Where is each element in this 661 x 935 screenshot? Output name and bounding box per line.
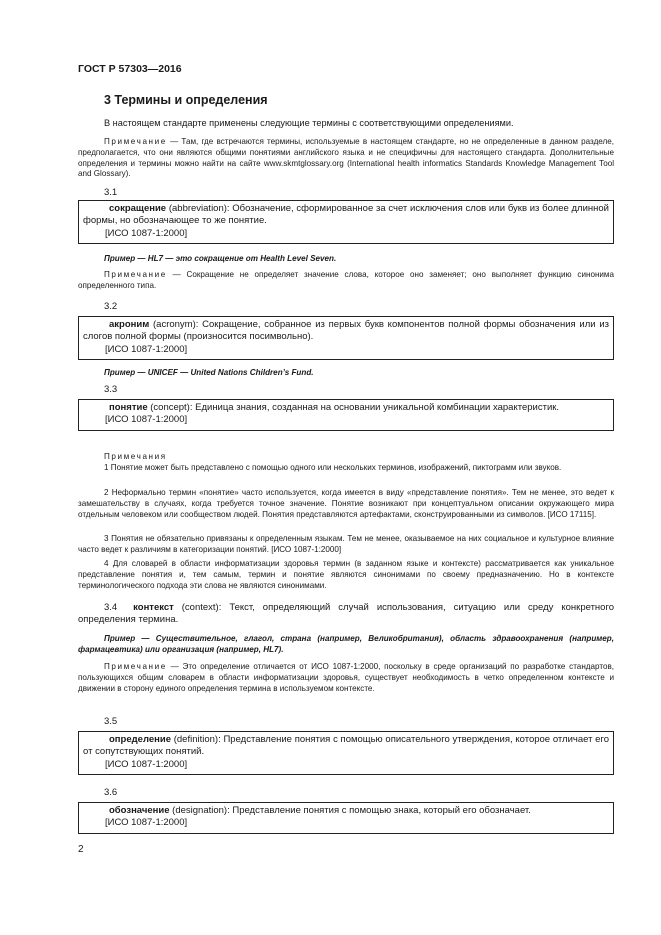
page-number: 2 [78, 844, 84, 855]
term-note [78, 270, 614, 292]
note-label: Примечание [104, 662, 167, 671]
term-definition [83, 805, 609, 817]
term-source: [ИСО 1087-1:2000] [105, 817, 188, 829]
term-name: понятие [109, 402, 148, 413]
note-item: 4 Для словарей в области информатизации здоровья термин (в заданном языке и контексте) рассматривается как уникальное представление понятия и, тем самым, термин и понятие являются синонимами по своему предназначению. Но в контексте терминологического подхода эти слова не являются синонимами. [78, 559, 614, 590]
term-text: (acronym): Сокращение, собранное из первых букв компонентов полной формы обозначения или из слогов полной формы (произносится посимвольно). [83, 319, 609, 343]
term-name: обозначение [109, 805, 170, 816]
note-item: 2 Неформально термин «понятие» часто используется, когда имеется в виду «представление понятия». Тем не менее, это ведет к замешательству в случаях, когда требуется точное значение. Понятие возникают при концептуальном описании окружающего мира отдельным человеком или сообществом людей. Понятия представляются артефактами, сконструированными из символов. [ИСО 17115]. [78, 488, 614, 519]
term-text: (definition): Представление понятия с помощью описательного утверждения, которое отличает его от сопутствующих понятий. [83, 734, 609, 758]
term-name: определение [109, 734, 171, 745]
term-text: (concept): Единица знания, созданная на основании уникальной комбинации характеристик. [147, 402, 560, 413]
intro-paragraph: В настоящем стандарте применены следующие термины с соответствующими определениями. [104, 118, 514, 128]
term-name: сокращение [109, 203, 167, 214]
term-number: 3.4 [104, 602, 118, 613]
term-name: акроним [109, 319, 150, 330]
term-box-acronym [78, 316, 614, 360]
notes-label: Примечания [104, 452, 167, 461]
section-note [78, 137, 614, 180]
term-definition [83, 402, 609, 414]
term-box-designation [78, 802, 614, 834]
term-box-abbreviation [78, 200, 614, 244]
term-number: 3.6 [104, 787, 118, 798]
term-source: [ИСО 1087-1:2000] [105, 343, 188, 355]
note-item: 3 Понятия не обязательно привязаны к определенным языкам. Тем не менее, оказываемое на них социальное и культурное влияние часто ведет к различиям в категоризации понятий. [ИСО 1087-1:2000] [78, 534, 614, 554]
note-text: — Сокращение не определяет значение слова, которое оно заменяет; оно выполняет функцию синонима определенного типа. [78, 270, 614, 290]
example-text: Пример — Существительное, глагол, страна (например, Великобритания), область здравоохранения (например, фармацевтика) или организация (например, HL7). [78, 634, 614, 654]
note-item: 1 Понятие может быть представлено с помощью одного или нескольких терминов, изображений, пиктограмм или звуков. [104, 463, 562, 472]
note-label: Примечание [104, 137, 167, 146]
term-definition [83, 203, 609, 228]
note-text: — Там, где встречаются термины, используемые в настоящем стандарте, но не определенные в данном разделе, предполагается, что они являются общими понятиями английского языка и не специфичны для настоящего стандарта. Дополнительные определения и термины можно найти на сайте www.skmtglossary.org (International health informatics Standards Knowledge Management Tool and Glossary). [78, 137, 614, 179]
note-label: Примечание [104, 270, 167, 279]
section-title: 3 Термины и определения [104, 93, 268, 107]
term-box-definition [78, 731, 614, 775]
term-note [78, 662, 614, 694]
term-number: 3.1 [104, 187, 118, 198]
term-source: [ИСО 1087-1:2000] [105, 414, 188, 426]
example-text: Пример — HL7 — это сокращение от Health Level Seven. [104, 254, 337, 263]
term-number: 3.3 [104, 384, 118, 395]
standard-number: ГОСТ Р 57303—2016 [78, 63, 182, 75]
term-definition [83, 734, 609, 759]
term-source: [ИСО 1087-1:2000] [105, 227, 188, 239]
term-text: (abbreviation): Обозначение, сформированное за счет исключения слов или букв из более длинной формы, но обозначающее то же понятие. [83, 203, 609, 227]
term-number: 3.5 [104, 716, 118, 727]
example-text: Пример — UNICEF — United Nations Children’s Fund. [104, 368, 314, 377]
term-box-concept [78, 399, 614, 431]
term-name: контекст [133, 602, 174, 613]
term-context [78, 602, 614, 627]
term-source: [ИСО 1087-1:2000] [105, 758, 188, 770]
term-definition [83, 319, 609, 344]
term-number: 3.2 [104, 301, 118, 312]
note-text: — Это определение отличается от ИСО 1087-1:2000, поскольку в среде организаций по разработке стандартов, пользующихся общим словарем в области информатизации здоровья, существует необходимость в четко определенном контексте и движении в сторону единого определения термина в используемом контексте. [78, 662, 614, 693]
term-text: (designation): Представление понятия с помощью знака, который его обозначает. [169, 805, 531, 816]
term-text: (context): Текст, определяющий случай использования, ситуацию или среду конкретного определения термина. [78, 602, 614, 626]
